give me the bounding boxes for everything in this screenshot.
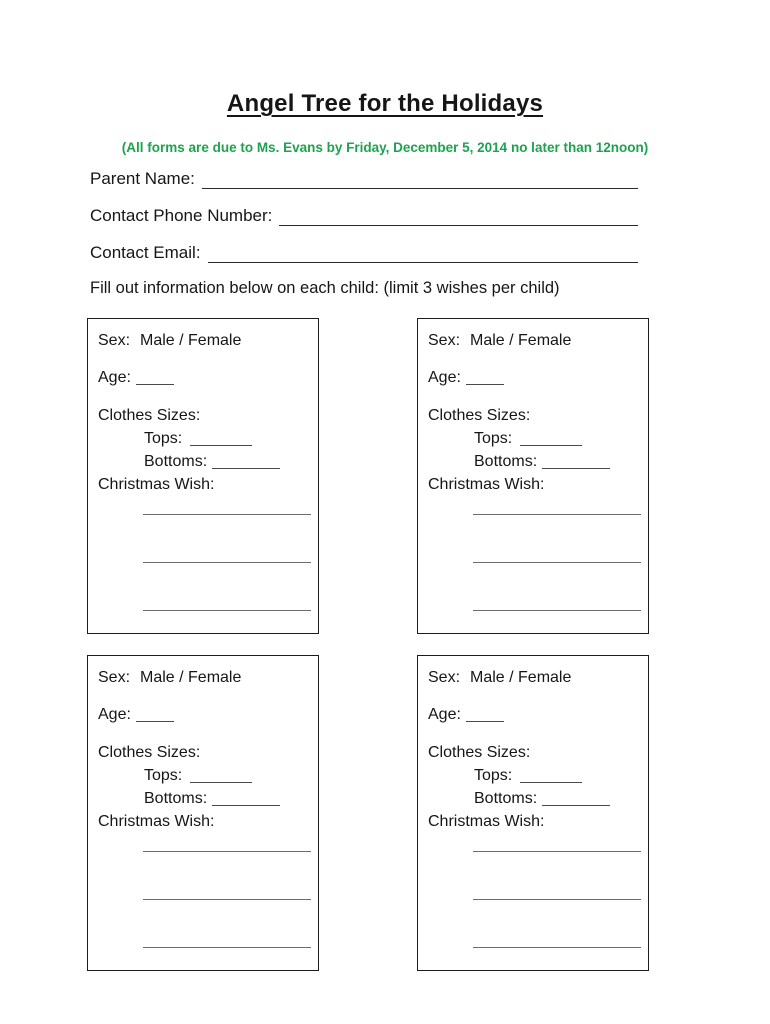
bottoms-field[interactable] <box>542 792 610 806</box>
tops-label: Tops: <box>144 430 183 447</box>
sex-options[interactable]: Male / Female <box>140 332 242 349</box>
bottoms-field[interactable] <box>212 792 280 806</box>
bottoms-field[interactable] <box>212 455 280 469</box>
wish-line-1[interactable] <box>143 496 311 515</box>
sex-row <box>428 666 640 689</box>
sex-row <box>98 329 310 352</box>
contact-email-row <box>90 241 638 263</box>
parent-name-label: Parent Name: <box>90 169 195 188</box>
age-row <box>98 703 310 726</box>
wish-line-1[interactable] <box>143 833 311 852</box>
due-date-note: (All forms are due to Ms. Evans by Friday, December 5, 2014 no later than 12noon) <box>121 140 649 155</box>
tops-field[interactable] <box>190 432 252 446</box>
sex-row <box>98 666 310 689</box>
sex-label: Sex: <box>98 332 131 349</box>
tops-label: Tops: <box>474 767 513 784</box>
tops-field[interactable] <box>520 432 582 446</box>
page-title <box>0 90 770 118</box>
instruction-text: Fill out information below on each child: (limit 3 wishes per child) <box>90 279 560 297</box>
contact-email-field[interactable] <box>208 242 638 263</box>
bottoms-label: Bottoms: <box>474 790 538 807</box>
wish-lines <box>143 496 311 611</box>
tops-field[interactable] <box>190 769 252 783</box>
age-field[interactable] <box>466 708 504 722</box>
tops-row <box>428 427 640 450</box>
contact-phone-row <box>90 204 638 226</box>
clothes-sizes-label: Clothes Sizes: <box>98 407 201 424</box>
bottoms-label: Bottoms: <box>144 790 208 807</box>
sex-row <box>428 329 640 352</box>
tops-label: Tops: <box>474 430 513 447</box>
parent-info-section <box>90 167 638 263</box>
clothes-sizes-label: Clothes Sizes: <box>98 744 201 761</box>
bottoms-field[interactable] <box>542 455 610 469</box>
contact-email-label: Contact Email: <box>90 243 201 262</box>
child-cards-grid <box>87 318 770 971</box>
wish-line-3[interactable] <box>143 900 311 948</box>
age-row <box>428 366 640 389</box>
child-card-3 <box>87 655 319 971</box>
child-card-2 <box>417 318 649 634</box>
age-label: Age: <box>98 369 131 386</box>
christmas-wish-label: Christmas Wish: <box>98 813 215 830</box>
wish-line-3[interactable] <box>143 563 311 611</box>
sex-options[interactable]: Male / Female <box>140 669 242 686</box>
tops-row <box>98 764 310 787</box>
bottoms-label: Bottoms: <box>144 453 208 470</box>
age-label: Age: <box>98 706 131 723</box>
wish-line-2[interactable] <box>473 515 641 563</box>
christmas-wish-label: Christmas Wish: <box>428 476 545 493</box>
bottoms-label: Bottoms: <box>474 453 538 470</box>
wish-line-3[interactable] <box>473 563 641 611</box>
wish-line-2[interactable] <box>143 515 311 563</box>
wish-line-1[interactable] <box>473 833 641 852</box>
wish-line-2[interactable] <box>473 852 641 900</box>
age-row <box>98 366 310 389</box>
page-title-text: Angel Tree for the Holidays <box>226 90 544 117</box>
sex-label: Sex: <box>98 669 131 686</box>
tops-label: Tops: <box>144 767 183 784</box>
sex-label: Sex: <box>428 332 461 349</box>
wish-lines <box>473 496 641 611</box>
sex-label: Sex: <box>428 669 461 686</box>
age-field[interactable] <box>136 371 174 385</box>
sex-options[interactable]: Male / Female <box>470 332 572 349</box>
age-field[interactable] <box>466 371 504 385</box>
clothes-sizes-label: Clothes Sizes: <box>428 407 531 424</box>
wish-line-2[interactable] <box>143 852 311 900</box>
tops-row <box>98 427 310 450</box>
sex-options[interactable]: Male / Female <box>470 669 572 686</box>
child-card-4 <box>417 655 649 971</box>
tops-field[interactable] <box>520 769 582 783</box>
christmas-wish-label: Christmas Wish: <box>428 813 545 830</box>
tops-row <box>428 764 640 787</box>
parent-name-row <box>90 167 638 189</box>
contact-phone-field[interactable] <box>279 205 638 226</box>
christmas-wish-label: Christmas Wish: <box>98 476 215 493</box>
wish-lines <box>473 833 641 948</box>
bottoms-row <box>98 450 310 473</box>
age-label: Age: <box>428 369 461 386</box>
wish-line-3[interactable] <box>473 900 641 948</box>
contact-phone-label: Contact Phone Number: <box>90 206 273 225</box>
age-label: Age: <box>428 706 461 723</box>
clothes-sizes-label: Clothes Sizes: <box>428 744 531 761</box>
bottoms-row <box>428 450 640 473</box>
bottoms-row <box>428 787 640 810</box>
wish-line-1[interactable] <box>473 496 641 515</box>
parent-name-field[interactable] <box>202 168 638 189</box>
child-card-1 <box>87 318 319 634</box>
age-row <box>428 703 640 726</box>
bottoms-row <box>98 787 310 810</box>
age-field[interactable] <box>136 708 174 722</box>
wish-lines <box>143 833 311 948</box>
